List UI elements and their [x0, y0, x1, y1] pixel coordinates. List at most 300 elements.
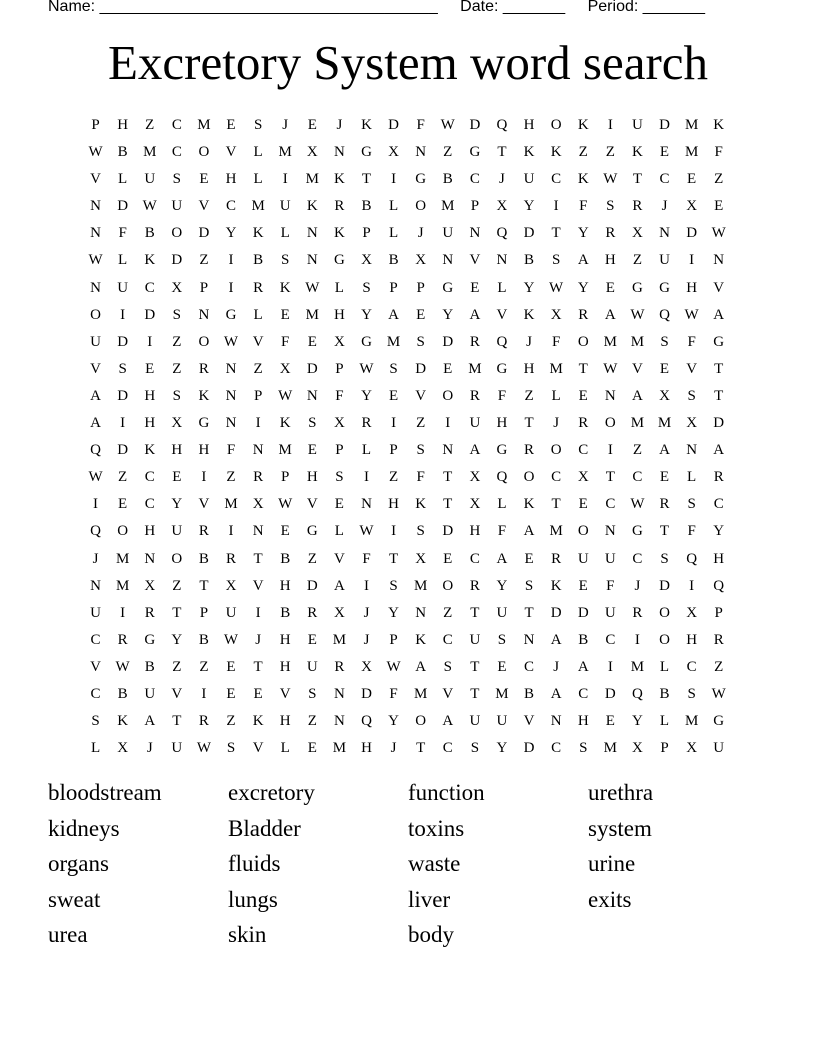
- grid-cell[interactable]: J: [92, 550, 99, 567]
- grid-cell[interactable]: W: [278, 496, 293, 513]
- grid-cell[interactable]: N: [306, 387, 318, 404]
- grid-cell[interactable]: N: [415, 604, 427, 621]
- grid-cell[interactable]: X: [333, 604, 345, 621]
- grid-cell[interactable]: V: [279, 685, 291, 702]
- grid-cell[interactable]: U: [469, 713, 481, 730]
- grid-cell[interactable]: Z: [226, 469, 236, 486]
- grid-cell[interactable]: C: [578, 442, 589, 459]
- grid-cell[interactable]: F: [579, 198, 588, 215]
- grid-cell[interactable]: L: [90, 740, 101, 757]
- grid-cell[interactable]: P: [199, 604, 209, 621]
- grid-cell[interactable]: D: [306, 360, 318, 377]
- grid-cell[interactable]: F: [416, 117, 425, 133]
- grid-cell[interactable]: N: [225, 360, 237, 377]
- grid-cell[interactable]: F: [687, 523, 696, 540]
- grid-cell[interactable]: V: [198, 496, 210, 513]
- grid-cell[interactable]: A: [713, 306, 725, 323]
- grid-cell[interactable]: F: [497, 523, 507, 540]
- grid-cell[interactable]: Z: [172, 577, 182, 594]
- grid-cell[interactable]: E: [659, 360, 670, 377]
- grid-cell[interactable]: E: [307, 631, 317, 648]
- grid-cell[interactable]: D: [388, 117, 399, 133]
- grid-cell[interactable]: N: [442, 442, 454, 459]
- grid-cell[interactable]: B: [280, 604, 291, 621]
- grid-cell[interactable]: E: [714, 198, 724, 215]
- grid-cell[interactable]: T: [416, 740, 426, 757]
- grid-cell[interactable]: X: [306, 144, 318, 161]
- grid-cell[interactable]: J: [146, 740, 153, 757]
- grid-cell[interactable]: E: [118, 496, 128, 513]
- grid-cell[interactable]: N: [306, 252, 318, 269]
- grid-cell[interactable]: K: [361, 117, 372, 133]
- grid-cell[interactable]: E: [172, 469, 182, 486]
- grid-cell[interactable]: X: [469, 496, 481, 513]
- grid-cell[interactable]: Z: [199, 252, 209, 269]
- grid-cell[interactable]: P: [714, 604, 723, 621]
- grid-cell[interactable]: H: [144, 387, 156, 404]
- grid-cell[interactable]: N: [333, 713, 345, 730]
- grid-cell[interactable]: J: [526, 333, 532, 350]
- grid-cell[interactable]: H: [144, 415, 156, 432]
- grid-cell[interactable]: X: [252, 496, 264, 513]
- grid-cell[interactable]: T: [443, 469, 453, 486]
- grid-cell[interactable]: I: [391, 415, 397, 432]
- grid-cell[interactable]: Z: [443, 144, 453, 161]
- grid-cell[interactable]: S: [551, 252, 561, 269]
- grid-cell[interactable]: C: [144, 279, 155, 296]
- grid-cell[interactable]: Y: [496, 577, 508, 594]
- grid-cell[interactable]: L: [253, 306, 263, 323]
- grid-cell[interactable]: L: [659, 658, 670, 675]
- grid-cell[interactable]: M: [115, 550, 130, 567]
- grid-cell[interactable]: E: [307, 117, 317, 133]
- grid-cell[interactable]: V: [90, 171, 101, 188]
- grid-cell[interactable]: H: [117, 117, 129, 133]
- grid-cell[interactable]: H: [388, 496, 399, 513]
- grid-cell[interactable]: J: [363, 604, 370, 621]
- grid-cell[interactable]: X: [632, 740, 643, 757]
- grid-cell[interactable]: S: [524, 577, 534, 594]
- grid-cell[interactable]: W: [711, 685, 726, 702]
- grid-cell[interactable]: A: [333, 577, 345, 594]
- grid-cell[interactable]: O: [171, 225, 183, 242]
- grid-cell[interactable]: V: [415, 387, 427, 404]
- grid-cell[interactable]: P: [335, 360, 344, 377]
- grid-cell[interactable]: X: [686, 415, 698, 432]
- grid-cell[interactable]: H: [686, 631, 698, 648]
- grid-cell[interactable]: M: [414, 577, 428, 594]
- grid-cell[interactable]: L: [334, 279, 344, 296]
- grid-cell[interactable]: U: [469, 631, 481, 648]
- grid-cell[interactable]: G: [361, 333, 372, 350]
- grid-cell[interactable]: K: [415, 631, 427, 648]
- grid-cell[interactable]: K: [198, 387, 210, 404]
- grid-cell[interactable]: C: [90, 685, 101, 702]
- grid-cell[interactable]: B: [361, 198, 372, 215]
- grid-cell[interactable]: C: [442, 740, 453, 757]
- grid-cell[interactable]: D: [469, 117, 481, 133]
- grid-cell[interactable]: W: [115, 658, 130, 675]
- grid-cell[interactable]: G: [713, 333, 725, 350]
- grid-cell[interactable]: A: [469, 442, 481, 459]
- grid-cell[interactable]: M: [495, 685, 509, 702]
- grid-cell[interactable]: E: [605, 713, 615, 730]
- grid-cell[interactable]: E: [497, 658, 507, 675]
- grid-cell[interactable]: S: [443, 658, 452, 675]
- grid-cell[interactable]: K: [252, 713, 264, 730]
- grid-cell[interactable]: P: [470, 198, 480, 215]
- grid-cell[interactable]: E: [443, 360, 453, 377]
- grid-cell[interactable]: C: [144, 469, 155, 486]
- grid-cell[interactable]: Q: [659, 306, 670, 323]
- grid-cell[interactable]: N: [306, 225, 318, 242]
- grid-cell[interactable]: R: [551, 550, 562, 567]
- grid-cell[interactable]: G: [632, 523, 643, 540]
- grid-cell[interactable]: Z: [388, 469, 399, 486]
- grid-cell[interactable]: T: [524, 604, 534, 621]
- grid-cell[interactable]: S: [226, 740, 236, 757]
- grid-cell[interactable]: Q: [90, 523, 101, 540]
- grid-cell[interactable]: C: [524, 658, 535, 675]
- grid-cell[interactable]: X: [388, 144, 399, 161]
- grid-cell[interactable]: S: [281, 252, 290, 269]
- grid-cell[interactable]: N: [604, 387, 616, 404]
- grid-cell[interactable]: W: [440, 117, 455, 133]
- grid-cell[interactable]: X: [225, 577, 237, 594]
- grid-cell[interactable]: T: [659, 523, 670, 540]
- grid-cell[interactable]: R: [659, 496, 670, 513]
- grid-cell[interactable]: K: [523, 496, 535, 513]
- grid-cell[interactable]: L: [118, 171, 128, 188]
- grid-cell[interactable]: H: [469, 523, 481, 540]
- grid-cell[interactable]: K: [523, 144, 535, 161]
- grid-cell[interactable]: A: [713, 442, 725, 459]
- grid-cell[interactable]: L: [659, 713, 670, 730]
- grid-cell[interactable]: X: [577, 469, 589, 486]
- grid-cell[interactable]: A: [388, 306, 399, 323]
- grid-cell[interactable]: U: [90, 604, 101, 621]
- grid-cell[interactable]: S: [687, 496, 696, 513]
- grid-cell[interactable]: A: [604, 306, 616, 323]
- grid-cell[interactable]: R: [632, 604, 643, 621]
- grid-cell[interactable]: Z: [145, 117, 155, 133]
- grid-cell[interactable]: I: [201, 469, 207, 486]
- grid-cell[interactable]: N: [90, 279, 101, 296]
- grid-cell[interactable]: J: [499, 171, 505, 188]
- grid-cell[interactable]: M: [115, 577, 130, 594]
- grid-cell[interactable]: I: [147, 333, 153, 350]
- grid-cell[interactable]: A: [577, 252, 589, 269]
- grid-cell[interactable]: Z: [172, 360, 182, 377]
- grid-cell[interactable]: N: [523, 631, 535, 648]
- grid-cell[interactable]: V: [198, 198, 210, 215]
- grid-cell[interactable]: H: [171, 442, 183, 459]
- grid-cell[interactable]: Y: [171, 631, 183, 648]
- grid-cell[interactable]: E: [687, 171, 697, 188]
- grid-cell[interactable]: E: [578, 577, 588, 594]
- grid-cell[interactable]: Y: [225, 225, 237, 242]
- grid-cell[interactable]: S: [606, 198, 615, 215]
- grid-cell[interactable]: V: [90, 360, 101, 377]
- grid-cell[interactable]: W: [88, 144, 103, 161]
- grid-cell[interactable]: C: [469, 171, 480, 188]
- grid-cell[interactable]: H: [713, 550, 725, 567]
- grid-cell[interactable]: E: [307, 333, 317, 350]
- grid-cell[interactable]: O: [550, 117, 562, 133]
- grid-cell[interactable]: C: [469, 550, 480, 567]
- grid-cell[interactable]: V: [632, 360, 643, 377]
- grid-cell[interactable]: S: [416, 333, 425, 350]
- grid-cell[interactable]: Z: [307, 713, 317, 730]
- grid-cell[interactable]: Y: [577, 225, 589, 242]
- grid-cell[interactable]: R: [334, 658, 345, 675]
- grid-cell[interactable]: Z: [632, 252, 642, 269]
- grid-cell[interactable]: H: [198, 442, 210, 459]
- grid-cell[interactable]: G: [469, 144, 481, 161]
- grid-cell[interactable]: L: [280, 740, 290, 757]
- grid-cell[interactable]: K: [577, 171, 589, 188]
- grid-cell[interactable]: K: [306, 198, 318, 215]
- grid-cell[interactable]: T: [551, 496, 561, 513]
- grid-cell[interactable]: D: [306, 577, 318, 594]
- grid-cell[interactable]: Z: [443, 604, 453, 621]
- grid-cell[interactable]: C: [171, 144, 182, 161]
- grid-cell[interactable]: T: [172, 713, 182, 730]
- grid-cell[interactable]: V: [469, 252, 481, 269]
- grid-cell[interactable]: P: [362, 225, 371, 242]
- grid-cell[interactable]: D: [686, 225, 698, 242]
- grid-cell[interactable]: P: [416, 279, 425, 296]
- grid-cell[interactable]: M: [305, 306, 319, 323]
- grid-cell[interactable]: R: [253, 279, 264, 296]
- grid-cell[interactable]: O: [550, 442, 562, 459]
- grid-cell[interactable]: S: [308, 685, 317, 702]
- grid-cell[interactable]: L: [497, 279, 507, 296]
- grid-cell[interactable]: I: [228, 252, 234, 269]
- grid-cell[interactable]: S: [118, 360, 127, 377]
- grid-cell[interactable]: O: [198, 333, 210, 350]
- grid-cell[interactable]: B: [659, 685, 670, 702]
- grid-cell[interactable]: W: [223, 333, 239, 350]
- grid-cell[interactable]: N: [361, 496, 372, 513]
- grid-cell[interactable]: Y: [523, 279, 535, 296]
- grid-cell[interactable]: M: [684, 144, 699, 161]
- grid-cell[interactable]: S: [660, 550, 669, 567]
- grid-cell[interactable]: P: [389, 631, 398, 648]
- grid-cell[interactable]: N: [225, 415, 237, 432]
- grid-cell[interactable]: C: [659, 171, 670, 188]
- grid-cell[interactable]: R: [632, 198, 643, 215]
- grid-cell[interactable]: V: [252, 577, 264, 594]
- grid-cell[interactable]: W: [630, 306, 645, 323]
- grid-cell[interactable]: V: [333, 550, 345, 567]
- grid-cell[interactable]: I: [363, 469, 369, 486]
- grid-cell[interactable]: M: [468, 360, 482, 377]
- grid-cell[interactable]: G: [306, 523, 318, 540]
- grid-cell[interactable]: W: [88, 469, 103, 486]
- grid-cell[interactable]: K: [333, 171, 345, 188]
- grid-cell[interactable]: D: [171, 252, 183, 269]
- grid-cell[interactable]: X: [144, 577, 156, 594]
- grid-cell[interactable]: M: [305, 171, 319, 188]
- grid-cell[interactable]: F: [551, 333, 561, 350]
- grid-cell[interactable]: G: [198, 415, 210, 432]
- grid-cell[interactable]: H: [306, 469, 318, 486]
- grid-cell[interactable]: Y: [361, 306, 372, 323]
- grid-cell[interactable]: Z: [578, 144, 588, 161]
- grid-cell[interactable]: T: [172, 604, 182, 621]
- grid-cell[interactable]: G: [361, 144, 372, 161]
- grid-cell[interactable]: Z: [118, 469, 128, 486]
- grid-cell[interactable]: V: [252, 333, 264, 350]
- grid-cell[interactable]: E: [470, 279, 480, 296]
- grid-cell[interactable]: G: [632, 279, 643, 296]
- grid-cell[interactable]: A: [550, 685, 562, 702]
- grid-cell[interactable]: C: [551, 469, 562, 486]
- grid-cell[interactable]: M: [549, 523, 563, 540]
- grid-cell[interactable]: Z: [172, 333, 182, 350]
- grid-cell[interactable]: U: [90, 333, 101, 350]
- grid-cell[interactable]: Z: [307, 550, 317, 567]
- grid-cell[interactable]: X: [415, 550, 427, 567]
- grid-cell[interactable]: X: [632, 225, 643, 242]
- grid-cell[interactable]: S: [389, 577, 398, 594]
- grid-cell[interactable]: S: [308, 415, 317, 432]
- grid-cell[interactable]: O: [577, 523, 589, 540]
- grid-cell[interactable]: I: [689, 577, 695, 594]
- grid-cell[interactable]: U: [604, 550, 616, 567]
- grid-cell[interactable]: X: [469, 469, 481, 486]
- grid-cell[interactable]: O: [659, 604, 670, 621]
- grid-cell[interactable]: C: [632, 550, 643, 567]
- grid-cell[interactable]: N: [604, 523, 616, 540]
- grid-cell[interactable]: H: [686, 279, 698, 296]
- grid-cell[interactable]: R: [144, 604, 155, 621]
- grid-cell[interactable]: L: [388, 225, 399, 242]
- grid-cell[interactable]: D: [713, 415, 725, 432]
- grid-cell[interactable]: H: [333, 306, 345, 323]
- grid-cell[interactable]: J: [255, 631, 262, 648]
- grid-cell[interactable]: F: [389, 685, 398, 702]
- grid-cell[interactable]: H: [279, 631, 291, 648]
- grid-cell[interactable]: A: [90, 415, 101, 432]
- grid-cell[interactable]: I: [634, 631, 640, 648]
- grid-cell[interactable]: B: [198, 550, 209, 567]
- grid-cell[interactable]: E: [199, 171, 209, 188]
- grid-cell[interactable]: Q: [496, 469, 508, 486]
- grid-cell[interactable]: K: [279, 415, 291, 432]
- grid-cell[interactable]: F: [118, 225, 127, 242]
- grid-cell[interactable]: M: [251, 198, 265, 215]
- grid-cell[interactable]: A: [442, 713, 454, 730]
- grid-cell[interactable]: C: [551, 171, 562, 188]
- grid-cell[interactable]: P: [91, 117, 100, 133]
- grid-cell[interactable]: M: [630, 658, 645, 675]
- grid-cell[interactable]: N: [713, 252, 725, 269]
- grid-cell[interactable]: X: [550, 306, 562, 323]
- grid-cell[interactable]: O: [604, 415, 616, 432]
- grid-cell[interactable]: D: [117, 333, 129, 350]
- grid-cell[interactable]: B: [144, 658, 155, 675]
- grid-cell[interactable]: C: [713, 496, 724, 513]
- grid-cell[interactable]: I: [445, 415, 451, 432]
- grid-cell[interactable]: B: [280, 550, 291, 567]
- grid-cell[interactable]: P: [660, 740, 669, 757]
- grid-cell[interactable]: R: [605, 225, 616, 242]
- grid-cell[interactable]: I: [255, 604, 261, 621]
- grid-cell[interactable]: E: [659, 144, 670, 161]
- grid-cell[interactable]: W: [196, 740, 211, 757]
- grid-cell[interactable]: E: [145, 360, 155, 377]
- grid-cell[interactable]: K: [279, 279, 291, 296]
- grid-cell[interactable]: D: [550, 604, 562, 621]
- grid-cell[interactable]: X: [361, 252, 372, 269]
- grid-cell[interactable]: Q: [361, 713, 372, 730]
- grid-cell[interactable]: F: [362, 550, 371, 567]
- grid-cell[interactable]: B: [117, 144, 128, 161]
- grid-cell[interactable]: X: [686, 198, 698, 215]
- grid-cell[interactable]: S: [470, 740, 480, 757]
- grid-cell[interactable]: S: [416, 442, 425, 459]
- grid-cell[interactable]: K: [632, 144, 643, 161]
- grid-cell[interactable]: A: [550, 631, 562, 648]
- grid-cell[interactable]: Z: [524, 387, 534, 404]
- grid-cell[interactable]: G: [442, 279, 454, 296]
- grid-cell[interactable]: Q: [496, 225, 508, 242]
- grid-cell[interactable]: E: [226, 658, 236, 675]
- grid-cell[interactable]: S: [172, 306, 181, 323]
- grid-cell[interactable]: R: [198, 360, 209, 377]
- grid-cell[interactable]: B: [144, 225, 155, 242]
- grid-cell[interactable]: O: [442, 577, 454, 594]
- grid-cell[interactable]: M: [224, 496, 238, 513]
- grid-cell[interactable]: U: [659, 252, 670, 269]
- grid-cell[interactable]: M: [197, 117, 211, 133]
- grid-cell[interactable]: C: [226, 198, 237, 215]
- date-field-label[interactable]: Date: _______: [460, 0, 566, 15]
- grid-cell[interactable]: T: [524, 415, 534, 432]
- grid-cell[interactable]: W: [359, 360, 374, 377]
- grid-cell[interactable]: R: [307, 604, 318, 621]
- grid-cell[interactable]: R: [226, 550, 237, 567]
- grid-cell[interactable]: F: [606, 577, 615, 594]
- grid-cell[interactable]: D: [442, 523, 454, 540]
- grid-cell[interactable]: O: [198, 144, 210, 161]
- grid-cell[interactable]: V: [713, 279, 725, 296]
- grid-cell[interactable]: W: [711, 225, 726, 242]
- grid-cell[interactable]: Q: [632, 685, 643, 702]
- grid-cell[interactable]: W: [223, 631, 239, 648]
- grid-cell[interactable]: R: [713, 631, 724, 648]
- grid-cell[interactable]: M: [657, 415, 672, 432]
- grid-cell[interactable]: D: [117, 442, 129, 459]
- grid-cell[interactable]: Y: [388, 713, 399, 730]
- grid-cell[interactable]: E: [280, 306, 290, 323]
- grid-cell[interactable]: R: [524, 442, 535, 459]
- grid-cell[interactable]: E: [280, 523, 290, 540]
- grid-cell[interactable]: D: [659, 117, 670, 133]
- grid-cell[interactable]: A: [415, 658, 427, 675]
- grid-cell[interactable]: I: [607, 117, 613, 133]
- grid-cell[interactable]: S: [416, 523, 425, 540]
- grid-cell[interactable]: N: [550, 713, 562, 730]
- grid-cell[interactable]: D: [117, 387, 129, 404]
- grid-cell[interactable]: L: [388, 198, 399, 215]
- grid-cell[interactable]: B: [578, 631, 589, 648]
- grid-cell[interactable]: Y: [388, 604, 399, 621]
- grid-cell[interactable]: E: [443, 550, 453, 567]
- grid-cell[interactable]: X: [279, 360, 291, 377]
